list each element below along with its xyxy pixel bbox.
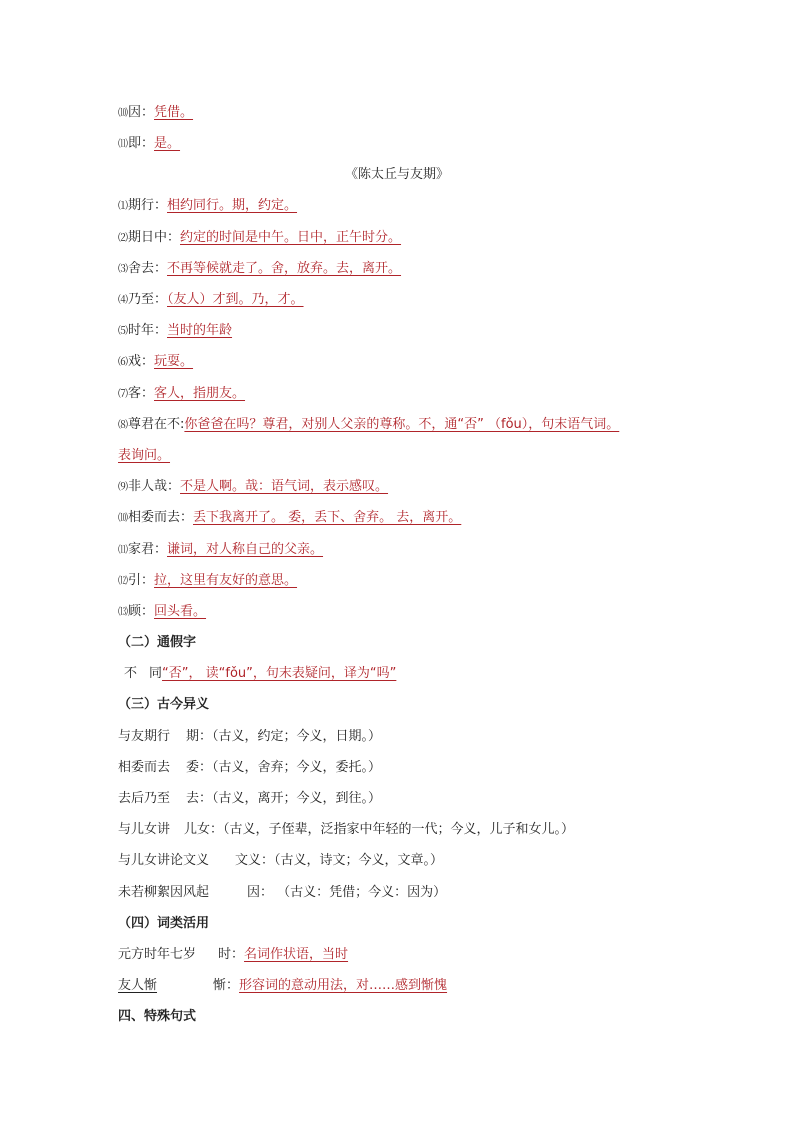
gujin-line bbox=[118, 821, 574, 839]
gujin-phrase: 相委而去 bbox=[118, 760, 171, 775]
note-term: 引： bbox=[128, 573, 155, 588]
note-number: ⑾ bbox=[118, 139, 127, 150]
gujin-line bbox=[118, 852, 443, 870]
note-definition: 回头看。 bbox=[154, 604, 207, 619]
note-term: 客： bbox=[128, 386, 155, 401]
note-line bbox=[118, 197, 297, 216]
note-number: ⑷ bbox=[118, 295, 127, 306]
note-definition: 是。 bbox=[154, 136, 181, 151]
note-number: ⑴ bbox=[118, 201, 127, 212]
note-definition: 表询问。 bbox=[118, 448, 171, 463]
note-number: ⑶ bbox=[118, 264, 127, 275]
note-line bbox=[118, 229, 401, 248]
gujin-heading: （三）古今异义 bbox=[118, 697, 210, 712]
note-line bbox=[118, 353, 193, 372]
note-line bbox=[118, 291, 304, 310]
gujin-word: 文义： bbox=[235, 853, 275, 868]
note-number: ⑵ bbox=[118, 233, 127, 244]
note-definition: 你爸爸在吗？尊君，对别人父亲的尊称。不，通“否” （fǒu），句末语气词。 bbox=[184, 417, 620, 432]
note-definition: 凭借。 bbox=[154, 105, 194, 120]
note-line bbox=[118, 603, 206, 622]
cilei-word: 惭： bbox=[213, 978, 240, 993]
note-number: ⑼ bbox=[118, 482, 127, 493]
gujin-definition: （古义，诗文；今义，文章。） bbox=[274, 853, 444, 868]
tongjiazi-definition: “否”， 读“fǒu”，句末表疑问，译为“吗” bbox=[162, 666, 397, 681]
cilei-line bbox=[118, 946, 348, 964]
note-term: 家君： bbox=[128, 542, 168, 557]
note-number: ⑻ bbox=[118, 420, 127, 431]
cilei-definition: 名词作状语，当时 bbox=[244, 947, 349, 962]
cilei-line bbox=[118, 977, 447, 995]
gujin-definition: （古义，离开；今义，到往。） bbox=[212, 791, 382, 806]
note-number: ⑸ bbox=[118, 326, 127, 337]
cilei-phrase: 友人惭 bbox=[118, 978, 158, 993]
gujin-phrase: 去后乃至 bbox=[118, 791, 171, 806]
note-number: ⑺ bbox=[118, 389, 127, 400]
note-definition: 谦词，对人称自己的父亲。 bbox=[167, 542, 324, 557]
note-term: 相委而去： bbox=[128, 510, 194, 525]
tongjiazi-heading: （二）通假字 bbox=[118, 635, 197, 650]
note-term: 舍去： bbox=[128, 261, 168, 276]
note-number: ⑹ bbox=[118, 357, 127, 368]
gujin-line bbox=[118, 790, 381, 808]
tongjiazi-line bbox=[124, 665, 396, 683]
note-definition: 丢下我离开了。 委，丢下、舍弃。 去，离开。 bbox=[193, 510, 462, 525]
note-definition: 约定的时间是中午。日中，正午时分。 bbox=[180, 230, 402, 245]
cilei-phrase: 元方时年七岁 bbox=[118, 947, 197, 962]
note-term: 戏： bbox=[128, 354, 155, 369]
note-number: ⑾ bbox=[118, 545, 127, 556]
note-term: 顾： bbox=[128, 604, 155, 619]
gujin-word: 去： bbox=[186, 791, 213, 806]
gujin-line bbox=[118, 728, 381, 746]
note-term: 时年： bbox=[128, 323, 168, 338]
note-number: ⑽ bbox=[118, 108, 127, 119]
gujin-phrase: 与儿女讲论文义 bbox=[118, 853, 210, 868]
gujin-line bbox=[118, 884, 446, 902]
note-line bbox=[118, 478, 388, 497]
gujin-definition: （古义：凭借；今义：因为） bbox=[273, 885, 447, 900]
note-line bbox=[118, 572, 297, 591]
section-title: 《陈太丘与友期》 bbox=[344, 167, 449, 182]
gujin-definition: （古义，约定；今义，日期。） bbox=[212, 729, 382, 744]
gujin-phrase: 未若柳絮因风起 bbox=[118, 885, 210, 900]
note-definition: 相约同行。期，约定。 bbox=[167, 198, 298, 213]
gujin-word: 委： bbox=[186, 760, 213, 775]
gujin-word: 因： bbox=[247, 885, 274, 900]
gujin-phrase: 与儿女讲 bbox=[118, 822, 171, 837]
note-line bbox=[118, 385, 245, 404]
note-line bbox=[118, 260, 401, 279]
gujin-word: 儿女： bbox=[184, 822, 224, 837]
note-term: 非人哉： bbox=[128, 479, 181, 494]
note-term: 尊君在不: bbox=[128, 417, 185, 432]
note-line bbox=[118, 416, 619, 435]
note-number: ⒀ bbox=[118, 607, 127, 618]
note-term: 因： bbox=[128, 105, 155, 120]
note-definition: 客人，指朋友。 bbox=[154, 386, 246, 401]
note-definition: （友人）才到。乃，才。 bbox=[167, 292, 304, 307]
note-term: 期日中： bbox=[128, 230, 181, 245]
gujin-definition: （古义，舍弃；今义，委托。） bbox=[212, 760, 382, 775]
section4-heading: 四、特殊句式 bbox=[118, 1009, 197, 1024]
note-line bbox=[118, 104, 193, 123]
gujin-line bbox=[118, 759, 381, 777]
note-line bbox=[118, 135, 180, 154]
gujin-definition: （古义，子侄辈，泛指家中年轻的一代；今义，儿子和女儿。） bbox=[223, 822, 575, 837]
note-definition: 玩耍。 bbox=[154, 354, 194, 369]
cilei-definition: 形容词的意动用法，对……感到惭愧 bbox=[239, 978, 448, 993]
note-term: 即： bbox=[128, 136, 155, 151]
cilei-heading: （四）词类活用 bbox=[118, 916, 210, 931]
note-definition: 拉，这里有友好的意思。 bbox=[154, 573, 298, 588]
note-line bbox=[118, 322, 232, 341]
note-term: 期行： bbox=[128, 198, 168, 213]
note-definition: 不是人啊。哉：语气词，表示感叹。 bbox=[180, 479, 389, 494]
gujin-phrase: 与友期行 bbox=[118, 729, 171, 744]
note-number: ⑽ bbox=[118, 513, 127, 524]
note-line-continued bbox=[118, 447, 170, 465]
note-line bbox=[118, 509, 461, 528]
note-number: ⑿ bbox=[118, 576, 127, 587]
gujin-word: 期： bbox=[186, 729, 213, 744]
note-definition: 当时的年龄 bbox=[167, 323, 233, 338]
note-term: 乃至： bbox=[128, 292, 168, 307]
note-line bbox=[118, 541, 323, 560]
tongjiazi-tong: 同 bbox=[149, 666, 163, 681]
tongjiazi-char: 不 bbox=[124, 666, 138, 681]
note-definition: 不再等候就走了。舍，放弃。去，离开。 bbox=[167, 261, 402, 276]
cilei-word: 时： bbox=[218, 947, 245, 962]
